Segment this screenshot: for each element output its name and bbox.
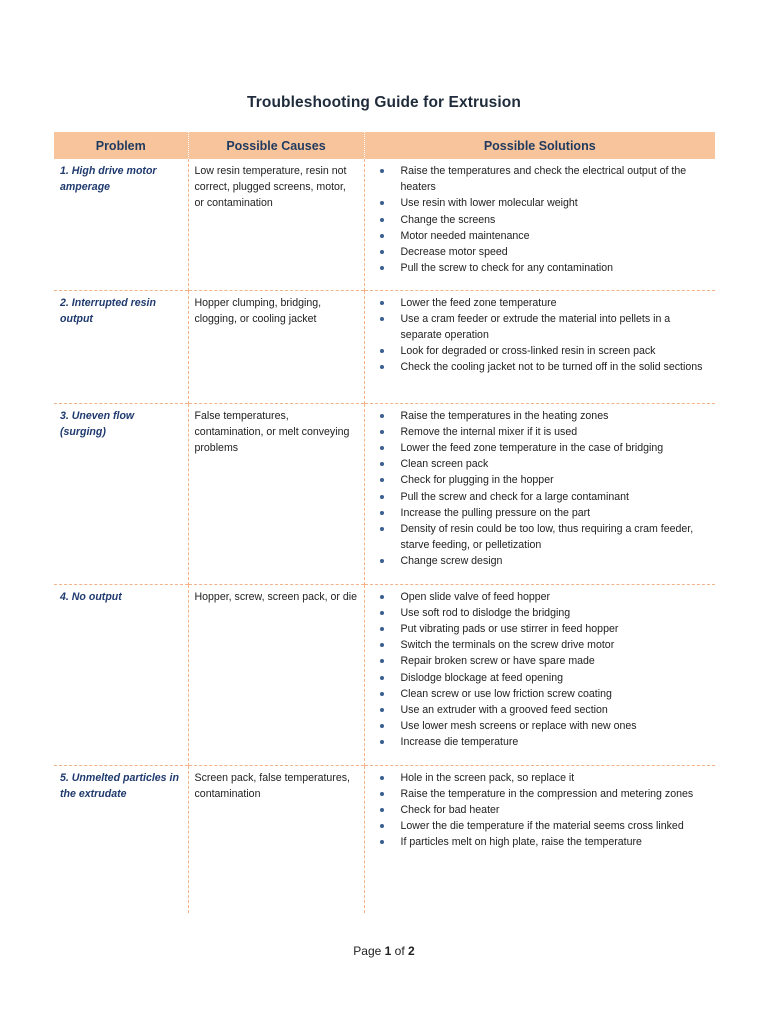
solution-text: Motor needed maintenance <box>400 229 530 242</box>
solution-text: Change the screens <box>400 213 496 226</box>
bullet-icon <box>380 446 384 450</box>
document-title: Troubleshooting Guide for Extrusion <box>247 94 521 111</box>
bullet-icon <box>380 234 384 238</box>
bullet-icon <box>380 169 384 173</box>
solution-item <box>371 834 710 850</box>
bullet-icon <box>380 218 384 222</box>
footer-page-total: 2 <box>408 944 415 958</box>
solution-text: Clean screw or use low friction screw coating <box>400 687 612 700</box>
solution-item <box>371 818 710 834</box>
solution-text: Open slide valve of feed hopper <box>400 590 551 603</box>
solution-item <box>371 589 710 605</box>
table-row <box>54 765 715 913</box>
bullet-icon <box>380 595 384 599</box>
solution-item <box>371 440 710 456</box>
solution-text: Lower the feed zone temperature in the case of bridging <box>400 441 664 454</box>
bullet-icon <box>380 462 384 466</box>
footer-of-word: of <box>394 944 405 958</box>
solution-text: Density of resin could be too low, thus requiring a cram feeder, starve feeding, or pelletization <box>400 522 694 552</box>
problem-cell: 5. Unmelted particles in the extrudate <box>54 765 188 913</box>
causes-cell: Low resin temperature, resin not correct, plugged screens, motor, or contamination <box>188 159 364 290</box>
solution-item <box>371 505 710 521</box>
solution-item <box>371 244 710 260</box>
solution-text: Hole in the screen pack, so replace it <box>400 771 575 784</box>
solution-item <box>371 637 710 653</box>
bullet-icon <box>380 430 384 434</box>
bullet-icon <box>380 627 384 631</box>
solution-text: Raise the temperatures and check the electrical output of the heaters <box>400 165 687 194</box>
bullet-icon <box>380 692 384 696</box>
bullet-icon <box>380 349 384 353</box>
bullet-icon <box>380 301 384 305</box>
solution-item <box>371 553 710 569</box>
table-row <box>54 159 715 290</box>
bullet-icon <box>380 527 384 531</box>
bullet-icon <box>380 840 384 844</box>
solution-item <box>371 734 710 750</box>
solutions-list <box>371 589 710 751</box>
header-possible-solutions: Possible Solutions <box>364 132 715 159</box>
solution-item <box>371 260 710 276</box>
bullet-icon <box>380 201 384 205</box>
solution-text: Use an extruder with a grooved feed section <box>400 703 608 716</box>
solution-item <box>371 521 710 553</box>
bullet-icon <box>380 643 384 647</box>
solution-item <box>371 718 710 734</box>
solution-text: Repair broken screw or have spare made <box>400 655 595 668</box>
solution-text: Remove the internal mixer if it is used <box>400 425 578 438</box>
solution-item <box>371 472 710 488</box>
solution-item <box>371 621 710 637</box>
bullet-icon <box>380 740 384 744</box>
problem-cell: 3. Uneven flow (surging) <box>54 403 188 584</box>
bullet-icon <box>380 511 384 515</box>
solution-text: Pull the screw and check for a large contaminant <box>400 490 629 503</box>
problem-cell: 2. Interrupted resin output <box>54 290 188 403</box>
footer-page-current: 1 <box>384 944 392 958</box>
bullet-icon <box>380 724 384 728</box>
solutions-list <box>371 163 710 276</box>
page-footer <box>0 944 768 958</box>
table-header-row <box>54 132 715 159</box>
solution-item <box>371 702 710 718</box>
solution-text: Look for degraded or cross-linked resin in screen pack <box>400 345 656 358</box>
solutions-cell <box>364 290 715 403</box>
bullet-icon <box>380 776 384 780</box>
solution-item <box>371 228 710 244</box>
bullet-icon <box>380 824 384 828</box>
bullet-icon <box>380 792 384 796</box>
causes-cell: Hopper clumping, bridging, clogging, or cooling jacket <box>188 290 364 403</box>
bullet-icon <box>380 495 384 499</box>
bullet-icon <box>380 708 384 712</box>
solution-text: Use a cram feeder or extrude the material into pellets in a separate operation <box>400 312 671 341</box>
solution-text: Change screw design <box>400 555 503 568</box>
solution-item <box>371 311 710 343</box>
problem-cell: 4. No output <box>54 584 188 765</box>
bullet-icon <box>380 266 384 270</box>
solution-item <box>371 424 710 440</box>
bullet-icon <box>380 250 384 254</box>
footer-page-word: Page <box>353 944 382 958</box>
solution-text: Decrease motor speed <box>400 246 508 259</box>
solutions-cell <box>364 403 715 584</box>
solution-item <box>371 605 710 621</box>
solution-text: Increase the pulling pressure on the part <box>400 506 591 519</box>
header-problem: Problem <box>54 132 188 159</box>
solution-text: Use lower mesh screens or replace with new ones <box>400 720 637 733</box>
solution-item <box>371 653 710 669</box>
solution-item <box>371 163 710 195</box>
solution-text: Dislodge blockage at feed opening <box>400 671 564 684</box>
causes-cell: Screen pack, false temperatures, contamination <box>188 765 364 913</box>
solution-item <box>371 770 710 786</box>
bullet-icon <box>380 659 384 663</box>
bullet-icon <box>380 808 384 812</box>
solutions-list <box>371 770 710 851</box>
bullet-icon <box>380 676 384 680</box>
header-possible-causes: Possible Causes <box>188 132 364 159</box>
solution-text: Lower the die temperature if the material seems cross linked <box>400 820 684 833</box>
solutions-list <box>371 295 710 376</box>
solutions-cell <box>364 765 715 913</box>
solutions-cell <box>364 584 715 765</box>
problem-cell: 1. High drive motor amperage <box>60 165 157 194</box>
table-row <box>54 290 715 403</box>
solution-text: Check the cooling jacket not to be turned off in the solid sections <box>400 361 703 374</box>
solution-text: Use resin with lower molecular weight <box>400 197 578 210</box>
solution-item <box>371 489 710 505</box>
solution-text: Lower the feed zone temperature <box>400 296 557 309</box>
bullet-icon <box>380 611 384 615</box>
solution-text: Check for plugging in the hopper <box>400 474 554 487</box>
causes-cell: False temperatures, contamination, or melt conveying problems <box>188 403 364 584</box>
bullet-icon <box>380 559 384 563</box>
solution-text: Raise the temperatures in the heating zones <box>400 409 609 422</box>
solution-item <box>371 786 710 802</box>
table-row <box>54 403 715 584</box>
solution-text: Increase die temperature <box>400 736 519 749</box>
bullet-icon <box>380 317 384 321</box>
solutions-list <box>371 408 710 570</box>
solution-text: Pull the screw to check for any contamination <box>400 262 614 275</box>
bullet-icon <box>380 478 384 482</box>
solution-item <box>371 343 710 359</box>
solution-item <box>371 195 710 211</box>
solution-item <box>371 686 710 702</box>
solution-item <box>371 670 710 686</box>
solution-text: Raise the temperature in the compression and metering zones <box>400 787 694 800</box>
solution-text: Check for bad heater <box>400 803 500 816</box>
solution-text: Clean screen pack <box>400 458 489 471</box>
solution-item <box>371 359 710 375</box>
solutions-cell <box>364 159 715 290</box>
solution-item <box>371 295 710 311</box>
bullet-icon <box>380 365 384 369</box>
table-row <box>54 584 715 765</box>
solution-text: Put vibrating pads or use stirrer in feed hopper <box>400 622 619 635</box>
solution-text: If particles melt on high plate, raise the temperature <box>400 836 642 849</box>
solution-item <box>371 212 710 228</box>
bullet-icon <box>380 414 384 418</box>
solution-text: Use soft rod to dislodge the bridging <box>400 606 571 619</box>
troubleshooting-table <box>54 132 715 913</box>
solution-item <box>371 408 710 424</box>
solution-item <box>371 456 710 472</box>
solution-item <box>371 802 710 818</box>
solution-text: Switch the terminals on the screw drive motor <box>400 639 615 652</box>
causes-cell: Hopper, screw, screen pack, or die <box>188 584 364 765</box>
